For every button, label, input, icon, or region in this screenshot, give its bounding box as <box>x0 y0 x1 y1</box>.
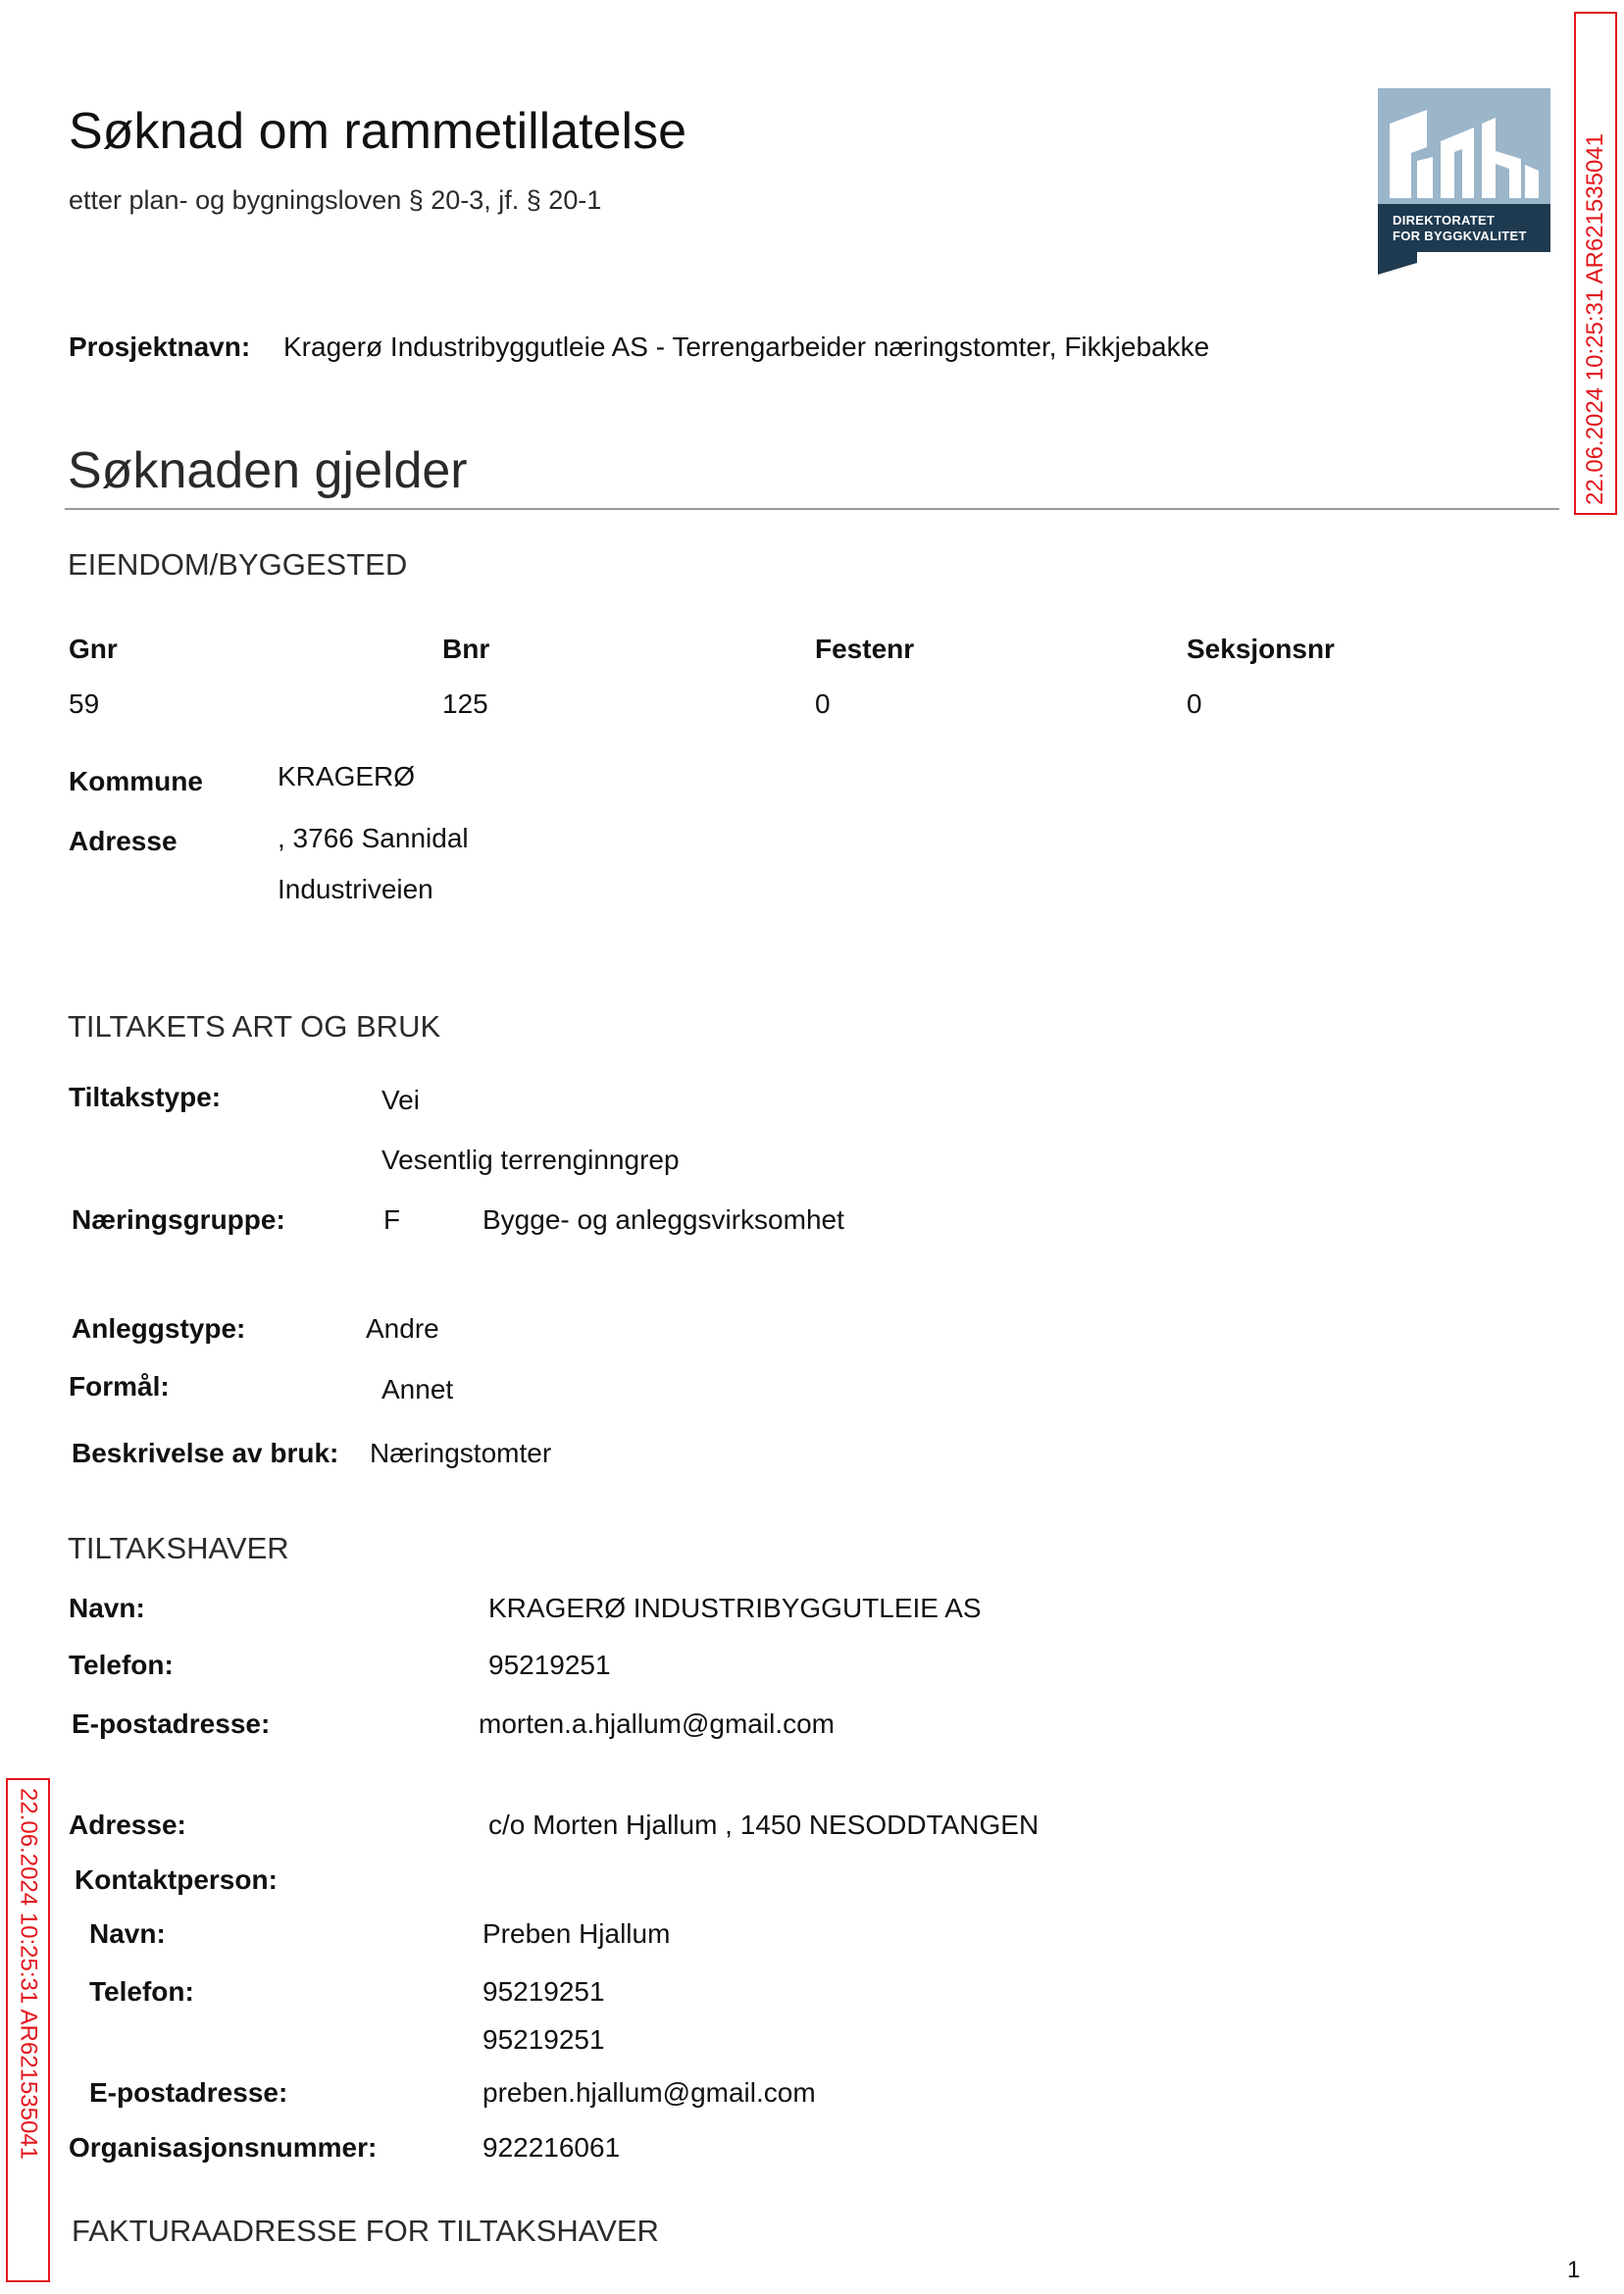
contact-phone-value-2: 95219251 <box>482 2024 605 2055</box>
contact-person-label: Kontaktperson: <box>75 1864 278 1895</box>
contact-name-label: Navn: <box>89 1918 166 1949</box>
logo-text-line2: FOR BYGGKVALITET <box>1393 229 1527 243</box>
applicant-phone-label: Telefon: <box>69 1650 174 1680</box>
document-subtitle: etter plan- og bygningsloven § 20-3, jf. § 20-1 <box>69 185 602 215</box>
property-heading: EIENDOM/BYGGESTED <box>68 547 408 582</box>
facility-type-value: Andre <box>366 1313 439 1344</box>
industry-group-label: Næringsgruppe: <box>72 1204 285 1235</box>
project-name-value: Kragerø Industribyggutleie AS - Terrengarbeider næringstomter, Fikkjebakke <box>283 331 1210 362</box>
applicant-email-label: E-postadresse: <box>72 1708 271 1739</box>
festenr-label: Festenr <box>815 634 915 664</box>
applicant-name-label: Navn: <box>69 1593 145 1623</box>
facility-type-label: Anleggstype: <box>72 1313 246 1344</box>
direktoratet-logo <box>1378 88 1550 275</box>
project-name-label: Prosjektnavn: <box>69 331 251 362</box>
measure-heading: TILTAKETS ART OG BRUK <box>68 1009 441 1044</box>
section-title: Søknaden gjelder <box>68 442 468 499</box>
applicant-name-value: KRAGERØ INDUSTRIBYGGUTLEIE AS <box>488 1593 982 1623</box>
property-address-label: Adresse <box>69 826 178 856</box>
municipality-label: Kommune <box>69 766 203 796</box>
applicant-address-label: Adresse: <box>69 1810 186 1840</box>
industry-group-code: F <box>383 1204 401 1235</box>
applicant-email-value: morten.a.hjallum@gmail.com <box>479 1708 835 1739</box>
timestamp-stamp-left <box>6 1778 50 2282</box>
logo-text-line1: DIREKTORATET <box>1393 213 1496 228</box>
use-description-value: Næringstomter <box>370 1438 552 1468</box>
purpose-value: Annet <box>381 1374 454 1404</box>
measure-type-value-1: Vei <box>381 1085 420 1115</box>
use-description-label: Beskrivelse av bruk: <box>72 1438 339 1468</box>
section-divider <box>65 508 1559 510</box>
property-address-line1: , 3766 Sannidal <box>278 823 469 853</box>
applicant-address-value: c/o Morten Hjallum , 1450 NESODDTANGEN <box>488 1810 1040 1840</box>
contact-email-label: E-postadresse: <box>89 2077 288 2108</box>
applicant-heading: TILTAKSHAVER <box>68 1531 289 1565</box>
invoice-address-heading: FAKTURAADRESSE FOR TILTAKSHAVER <box>72 2214 659 2248</box>
bnr-value: 125 <box>442 688 488 719</box>
timestamp-stamp-right <box>1574 12 1617 515</box>
bnr-label: Bnr <box>442 634 490 664</box>
org-number-label: Organisasjonsnummer: <box>69 2132 378 2163</box>
stamp-text: 22.06.2024 10:25:31 AR621535041 <box>15 1788 42 2161</box>
page-number: 1 <box>1567 2257 1581 2283</box>
document-title: Søknad om rammetillatelse <box>69 103 686 160</box>
purpose-label: Formål: <box>69 1371 170 1402</box>
industry-group-description: Bygge- og anleggsvirksomhet <box>482 1204 844 1235</box>
contact-email-value: preben.hjallum@gmail.com <box>482 2077 816 2108</box>
property-address-line2: Industriveien <box>278 874 433 904</box>
contact-phone-value-1: 95219251 <box>482 1976 605 2007</box>
seksjonsnr-label: Seksjonsnr <box>1187 634 1335 664</box>
seksjonsnr-value: 0 <box>1187 688 1202 719</box>
building-logo-icon <box>1378 88 1550 275</box>
measure-type-value-2: Vesentlig terrenginngrep <box>381 1145 680 1175</box>
org-number-value: 922216061 <box>482 2132 621 2163</box>
gnr-label: Gnr <box>69 634 118 664</box>
contact-phone-label: Telefon: <box>89 1976 194 2007</box>
applicant-phone-value: 95219251 <box>488 1650 611 1680</box>
gnr-value: 59 <box>69 688 100 719</box>
measure-type-label: Tiltakstype: <box>69 1082 222 1112</box>
contact-name-value: Preben Hjallum <box>482 1918 671 1949</box>
stamp-text: 22.06.2024 10:25:31 AR621535041 <box>1582 132 1608 505</box>
festenr-value: 0 <box>815 688 831 719</box>
municipality-value: KRAGERØ <box>278 761 416 791</box>
